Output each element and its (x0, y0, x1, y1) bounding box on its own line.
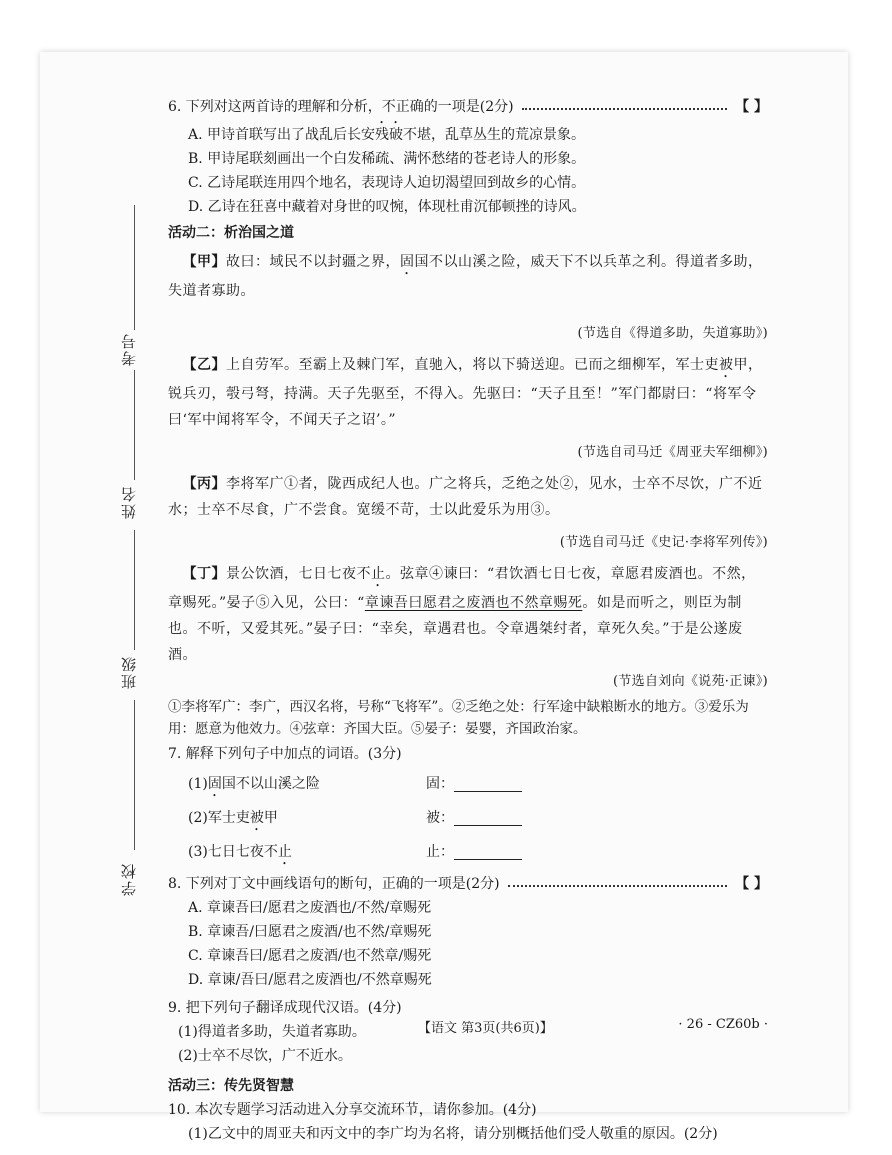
q8-stem-line (168, 872, 768, 896)
q6-option-c: C. 乙诗尾联连用四个地名，表现诗人迫切渴望回到故乡的心情。 (188, 175, 586, 191)
side-line-3 (134, 530, 135, 650)
passage-bing-source: (节选自司马迁《史记·李将军列传》) (559, 535, 768, 550)
q7-answer-blank-1[interactable] (454, 777, 522, 792)
side-label-exam-number: 考号 (120, 332, 138, 366)
q6-stem: 6. 下列对这两首诗的理解和分析，不正确的一项是(2分) (168, 99, 514, 115)
footer-code: · 26 - CZ60b · (678, 1017, 768, 1032)
q7-answer-blank-2[interactable] (454, 811, 522, 826)
passage-bing: 【丙】李将军广①者，陇西成纪人也。广之将兵，乏绝之处②，见水，士卒不尽饮，广不近水；士卒不尽食，广不尝食。宽缓不苛，士以此爱乐为用③。 (168, 476, 763, 518)
passage-jia-source: (节选自《得道多助，失道寡助》) (577, 326, 768, 341)
passage-ding: 【丁】景公饮酒，七日七夜不止。弦章④谏曰：“君饮酒七日七夜，章愿君废酒也。不然，章赐死。”晏子⑤入见，公曰：“章谏吾曰愿君之废酒也不然章赐死。如是而听之，则臣为制也。不听，又爱其死。”晏子曰：“幸矣，章遇君也。令章遇桀纣者，章死久矣。”于是公遂废酒。 (168, 566, 756, 663)
q8-option-c: C. 章谏吾曰/愿君之废酒/也不然章/赐死 (188, 948, 432, 964)
q7-stem: 7. 解释下列句子中加点的词语。(3分) (168, 746, 402, 762)
q7-item-3: (3)七日七夜不止 止： (168, 840, 768, 868)
passage-ding-source: (节选自刘向《说苑·正谏》) (613, 674, 768, 689)
side-label-school: 学校 (120, 862, 138, 896)
q10-item-1: (1)乙文中的周亚夫和丙文中的李广均为名将，请分别概括他们受人敬重的原因。(2分) (188, 1126, 718, 1142)
q8-option-a: A. 章谏吾曰/愿君之废酒也/不然/章赐死 (188, 900, 432, 916)
side-label-name: 姓名 (120, 485, 138, 519)
q8-stem: 8. 下列对丁文中画线语句的断句，正确的一项是(2分) (168, 876, 500, 892)
q8-option-d: D. 章谏/吾曰/愿君之废酒也/不然章赐死 (188, 972, 432, 988)
q6-answer-bracket[interactable]: 【 】 (735, 99, 768, 115)
q10-stem: 10. 本次专题学习活动进入分享交流环节，请你参加。(4分) (168, 1102, 537, 1118)
q7-item-2: (2)军士吏被甲 被： (168, 806, 768, 834)
dot-leader (508, 877, 727, 887)
q6-option-d: D. 乙诗在狂喜中藏着对身世的叹惋，体现杜甫沉郁顿挫的诗风。 (188, 199, 586, 215)
page-content (168, 95, 768, 1146)
q9-item-2: (2)士卒不尽饮，广不近水。 (178, 1048, 352, 1064)
side-label-class: 班级 (120, 655, 138, 689)
activity-3-heading: 活动三：传先贤智慧 (168, 1078, 294, 1094)
underlined-sentence: 章谏吾曰愿君之废酒也不然章赐死 (364, 595, 583, 611)
q6-option-a: A. 甲诗首联写出了战乱后长安残破不堪，乱草丛生的荒凉景象。 (188, 127, 586, 143)
q9-stem: 9. 把下列句子翻译成现代汉语。(4分) (168, 1000, 402, 1016)
side-line-2 (134, 370, 135, 480)
q8-answer-bracket[interactable]: 【 】 (735, 876, 768, 892)
passage-yi-source: (节选自司马迁《周亚夫军细柳》) (577, 445, 768, 460)
q7-item-1: (1)固国不以山溪之险 固： (168, 772, 768, 800)
q8-option-b: B. 章谏吾/曰愿君之废酒/也不然/章赐死 (188, 924, 432, 940)
side-line-1 (134, 205, 135, 330)
q9-item-1: (1)得道者多助，失道者寡助。 (178, 1024, 366, 1040)
footer-page-info: 【语文 第3页(共6页)】 (418, 1021, 553, 1036)
q7-answer-blank-3[interactable] (454, 845, 522, 860)
q6-stem-line (168, 95, 768, 119)
activity-2-heading: 活动二：析治国之道 (168, 225, 294, 241)
q6-option-b: B. 甲诗尾联刻画出一个白发稀疏、满怀愁绪的苍老诗人的形象。 (188, 151, 586, 167)
passage-yi: 【乙】上自劳军。至霸上及棘门军，直驰入，将以下骑送迎。已而之细柳军，军士吏被甲，锐兵刃，彀弓弩，持满。天子先驱至，不得入。先驱曰：“天子且至！”军门都尉曰：“将军令曰‘军中闻将军令，不闻天子之诏’。” (168, 357, 763, 428)
side-line-4 (134, 700, 135, 850)
passage-jia: 【甲】故曰：域民不以封疆之界，固国不以山溪之险，威天下不以兵革之利。得道者多助，失道者寡助。 (168, 254, 763, 299)
dot-leader (522, 100, 727, 110)
annotation-notes: ①李将军广：李广，西汉名将，号称“飞将军”。②乏绝之处：行军途中缺粮断水的地方。③爱乐为用：愿意为他效力。④弦章：齐国大臣。⑤晏子：晏婴，齐国政治家。 (168, 699, 749, 737)
